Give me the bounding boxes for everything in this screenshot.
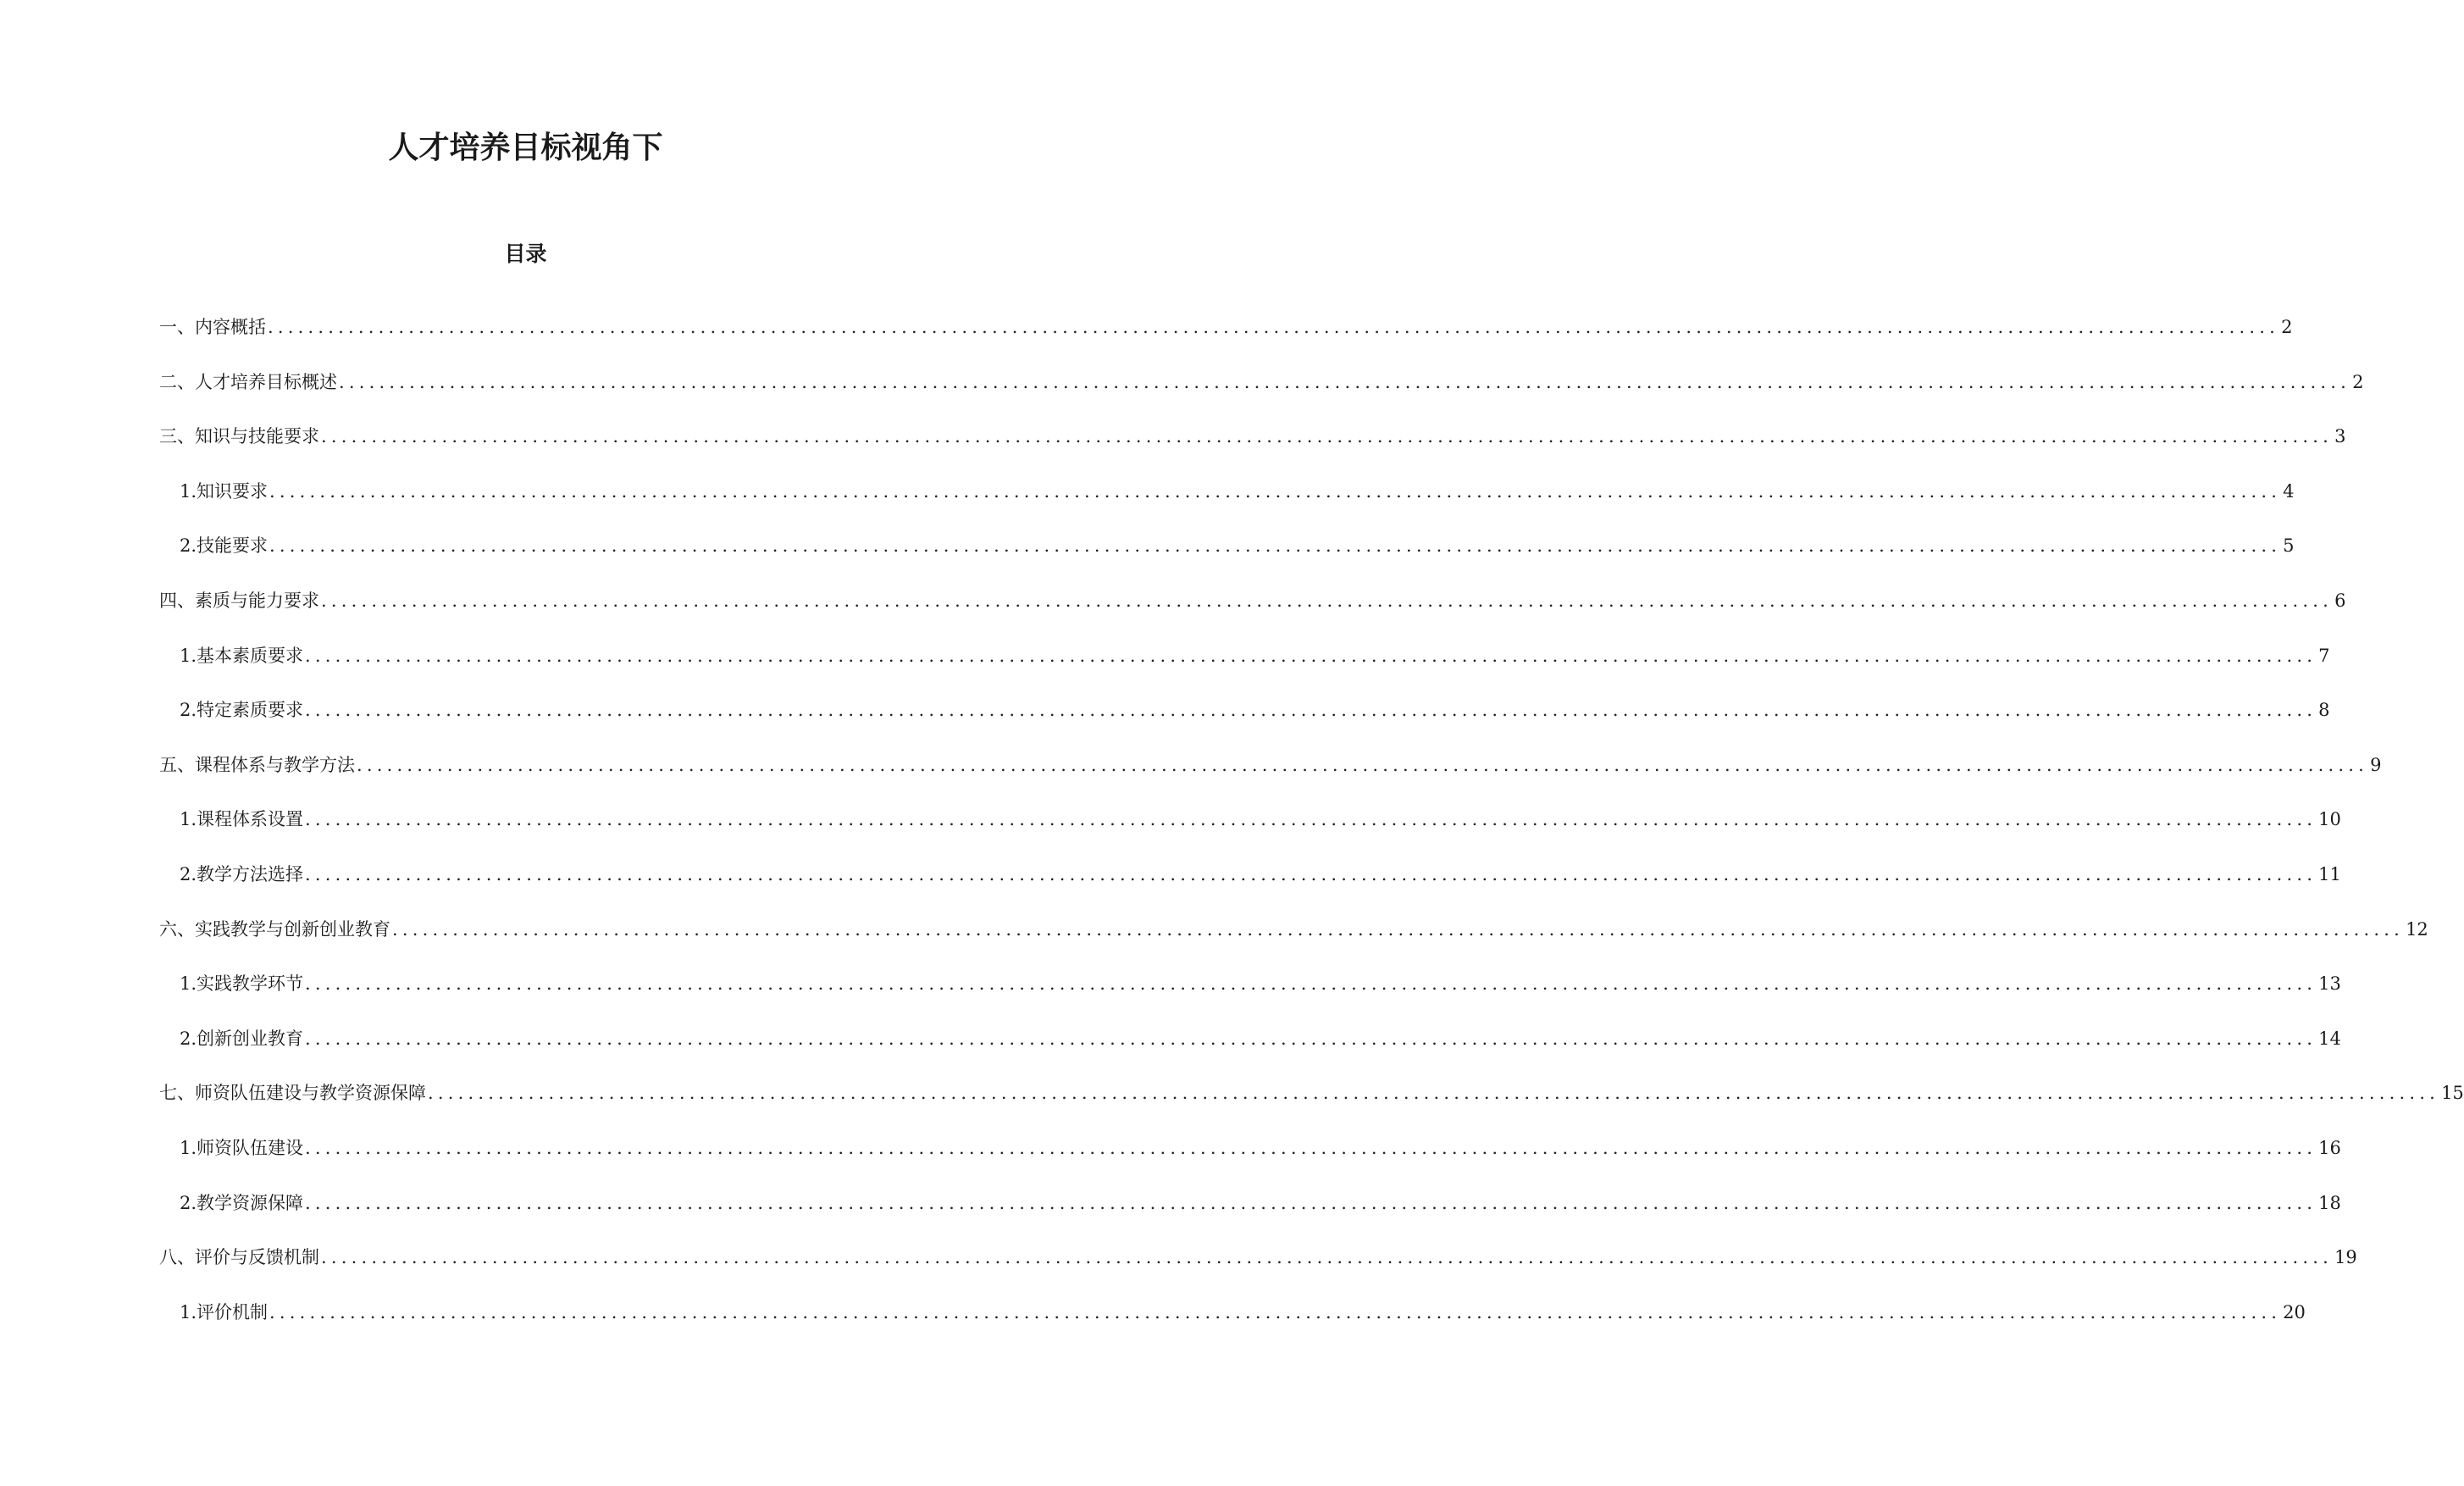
- toc-entry-page-number: 12: [2406, 919, 2428, 940]
- toc-entry-subsection[interactable]: [180, 861, 2341, 888]
- toc-entry-page-number: 15: [2441, 1083, 2464, 1103]
- toc-entry-subsection[interactable]: [180, 532, 2295, 559]
- toc-entry-number: 1.: [180, 1302, 197, 1322]
- toc-entry-label: 教学资源保障: [197, 1193, 304, 1213]
- toc-entry-page-number: 11: [2318, 864, 2341, 884]
- toc-entry-page-number: 3: [2334, 426, 2346, 446]
- toc-entry-page-number: 6: [2334, 591, 2346, 611]
- toc-entry-subsection[interactable]: [180, 1025, 2341, 1052]
- toc-dot-leader: ........................................................................................................................................................................................................: [305, 1193, 2317, 1213]
- toc-entry-label: 一、内容概括: [159, 317, 266, 337]
- toc-entry-page-number: 2: [2352, 372, 2364, 392]
- toc-entry-label: 课程体系设置: [197, 809, 304, 829]
- toc-entry-section[interactable]: [159, 423, 2346, 450]
- toc-entry-section[interactable]: [159, 1244, 2357, 1271]
- toc-entry-subsection[interactable]: [180, 1299, 2306, 1326]
- toc-dot-leader: ........................................................................................................................................................................................................: [357, 755, 2369, 775]
- toc-entry-subsection[interactable]: [180, 478, 2295, 505]
- toc-heading: 目录: [504, 241, 547, 266]
- toc-entry-subsection[interactable]: [180, 696, 2330, 724]
- toc-dot-leader: ........................................................................................................................................................................................................: [305, 864, 2317, 884]
- toc-entry-number: 1.: [180, 646, 197, 666]
- toc-entry-label: 六、实践教学与创新创业教育: [159, 919, 390, 940]
- toc-dot-leader: ........................................................................................................................................................................................................: [305, 1138, 2317, 1158]
- toc-entry-number: 1.: [180, 481, 197, 502]
- toc-entry-page-number: 9: [2370, 755, 2382, 775]
- toc-dot-leader: ........................................................................................................................................................................................................: [269, 535, 2282, 556]
- toc-entry-section[interactable]: [159, 587, 2346, 614]
- toc-dot-leader: ........................................................................................................................................................................................................: [269, 481, 2282, 502]
- toc-entry-label: 八、评价与反馈机制: [159, 1247, 319, 1267]
- toc-entry-label: 创新创业教育: [197, 1029, 304, 1049]
- toc-entry-label: 五、课程体系与教学方法: [159, 755, 355, 775]
- toc-entry-number: 2.: [180, 1029, 197, 1049]
- toc-entry-label: 技能要求: [197, 535, 269, 556]
- toc-entry-label: 特定素质要求: [197, 700, 304, 720]
- toc-dot-leader: ........................................................................................................................................................................................................: [305, 973, 2317, 994]
- toc-dot-leader: ........................................................................................................................................................................................................: [321, 1247, 2334, 1267]
- toc-entry-page-number: 10: [2318, 809, 2341, 829]
- toc-entry-number: 2.: [180, 1193, 197, 1213]
- toc-entry-page-number: 20: [2283, 1302, 2306, 1322]
- toc-entry-label: 二、人才培养目标概述: [159, 372, 337, 392]
- toc-dot-leader: ........................................................................................................................................................................................................: [321, 426, 2334, 446]
- toc-entry-number: 2.: [180, 535, 197, 556]
- toc-entry-label: 实践教学环节: [197, 973, 304, 994]
- toc-entry-number: 1.: [180, 809, 197, 829]
- toc-entry-subsection[interactable]: [180, 1134, 2341, 1162]
- toc-entry-label: 评价机制: [197, 1302, 269, 1322]
- document-title: 人才培养目标视角下: [388, 130, 663, 165]
- toc-entry-page-number: 8: [2318, 700, 2330, 720]
- toc-dot-leader: ........................................................................................................................................................................................................: [321, 591, 2334, 611]
- toc-entry-label: 七、师资队伍建设与教学资源保障: [159, 1083, 426, 1103]
- toc-dot-leader: ........................................................................................................................................................................................................: [269, 1302, 2282, 1322]
- toc-entry-page-number: 18: [2318, 1193, 2341, 1213]
- toc-entry-page-number: 4: [2283, 481, 2295, 502]
- toc-entry-page-number: 19: [2334, 1247, 2357, 1267]
- toc-entry-page-number: 14: [2318, 1029, 2341, 1049]
- toc-entry-subsection[interactable]: [180, 642, 2330, 669]
- toc-entry-label: 教学方法选择: [197, 864, 304, 884]
- toc-dot-leader: ........................................................................................................................................................................................................: [428, 1083, 2440, 1103]
- toc-entry-label: 师资队伍建设: [197, 1138, 304, 1158]
- toc-entry-section[interactable]: [159, 751, 2382, 779]
- toc-entry-subsection[interactable]: [180, 970, 2341, 997]
- toc-dot-leader: ........................................................................................................................................................................................................: [268, 317, 2280, 337]
- toc-entry-page-number: 16: [2318, 1138, 2341, 1158]
- toc-dot-leader: ........................................................................................................................................................................................................: [305, 1029, 2317, 1049]
- toc-entry-page-number: 13: [2318, 973, 2341, 994]
- toc-entry-section[interactable]: [159, 1079, 2464, 1106]
- toc-entry-subsection[interactable]: [180, 806, 2341, 833]
- toc-entry-number: 2.: [180, 700, 197, 720]
- toc-entry-number: 1.: [180, 973, 197, 994]
- toc-dot-leader: ........................................................................................................................................................................................................: [305, 646, 2317, 666]
- toc-entry-section[interactable]: [159, 916, 2428, 943]
- toc-entry-label: 三、知识与技能要求: [159, 426, 319, 446]
- toc-entry-label: 知识要求: [197, 481, 269, 502]
- toc-entry-subsection[interactable]: [180, 1189, 2341, 1217]
- toc-entry-page-number: 5: [2283, 535, 2295, 556]
- toc-entry-page-number: 7: [2318, 646, 2330, 666]
- toc-entry-page-number: 2: [2281, 317, 2293, 337]
- toc-dot-leader: ........................................................................................................................................................................................................: [305, 700, 2317, 720]
- toc-dot-leader: ........................................................................................................................................................................................................: [392, 919, 2405, 940]
- toc-entry-section[interactable]: [159, 313, 2293, 341]
- toc-entry-label: 基本素质要求: [197, 646, 304, 666]
- toc-entry-number: 1.: [180, 1138, 197, 1158]
- toc-entry-section[interactable]: [159, 369, 2364, 396]
- toc-dot-leader: ........................................................................................................................................................................................................: [305, 809, 2317, 829]
- toc-entry-number: 2.: [180, 864, 197, 884]
- toc-entry-label: 四、素质与能力要求: [159, 591, 319, 611]
- toc-dot-leader: ........................................................................................................................................................................................................: [339, 372, 2351, 392]
